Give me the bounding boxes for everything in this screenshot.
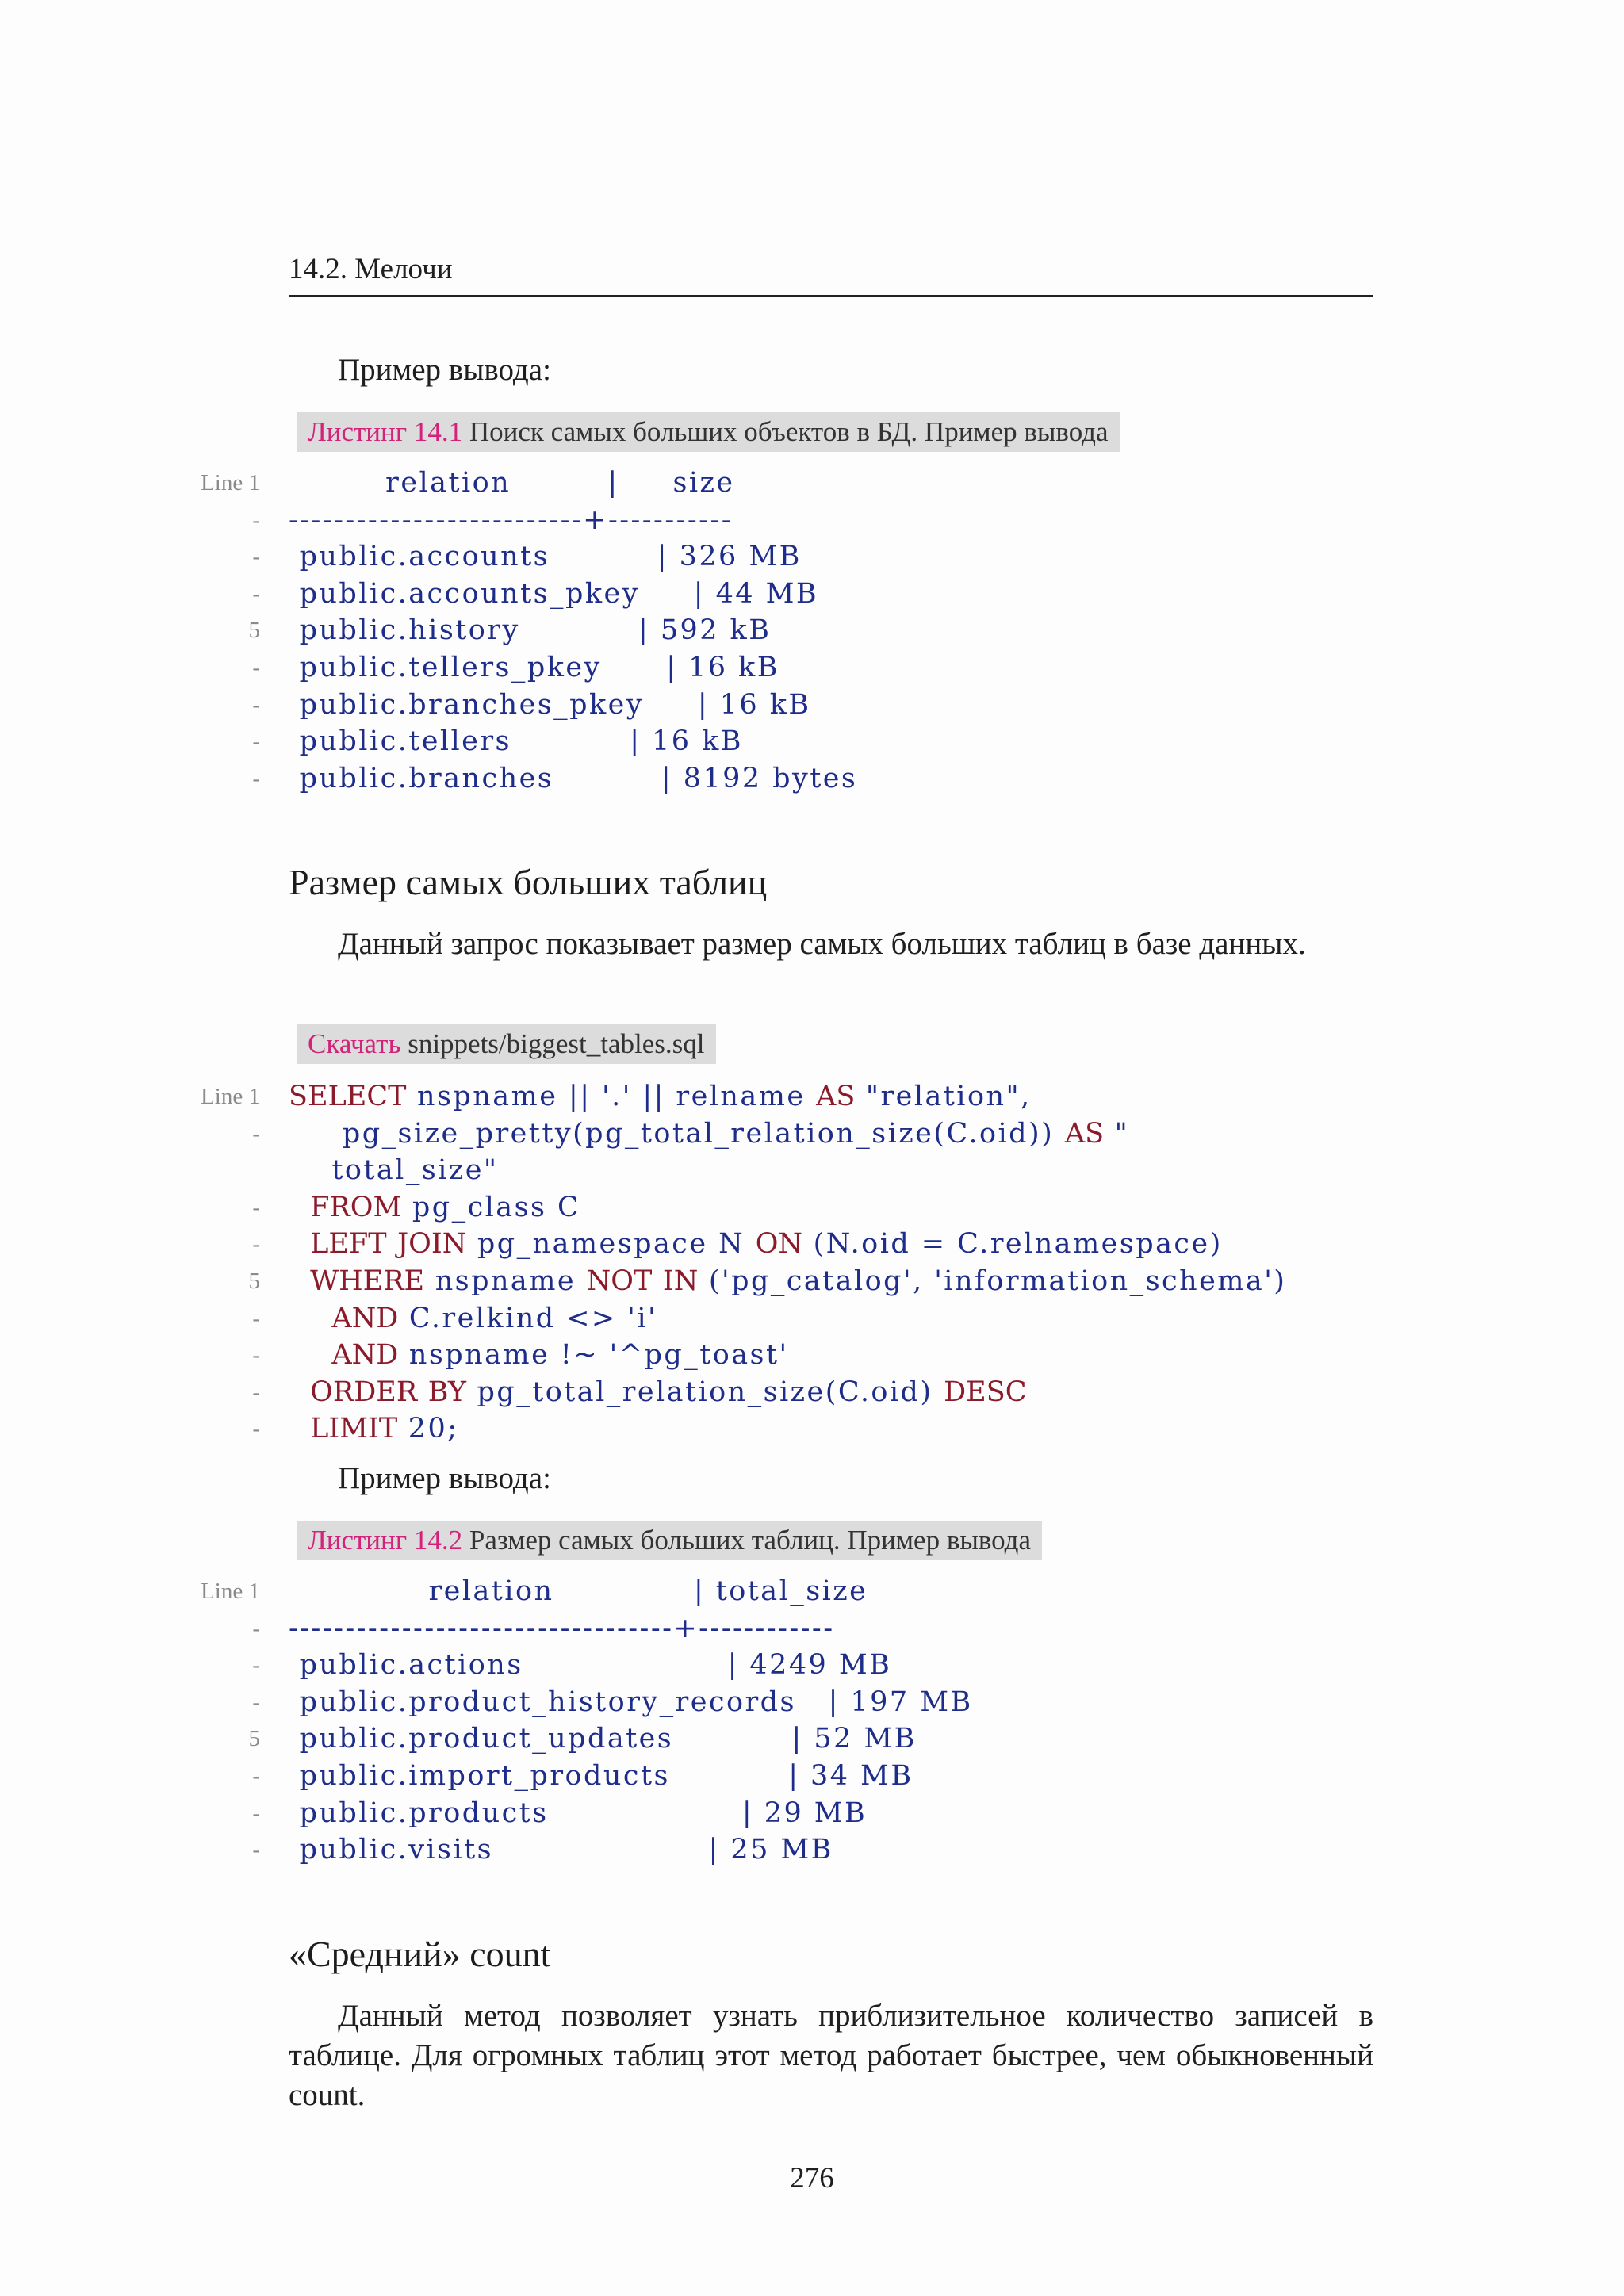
line-number (102, 1152, 260, 1188)
line-number: 5 (248, 1726, 260, 1752)
line-number: - (252, 1231, 260, 1257)
line-number: - (252, 1379, 260, 1405)
line-number: - (252, 1837, 260, 1863)
listing-title: Поиск самых больших объектов в БД. Пример вывода (469, 416, 1109, 447)
code-line: SELECT nspname || '.' || relname AS "relation", (289, 1081, 1032, 1112)
listing-caption (297, 412, 1120, 452)
line-number: - (252, 1194, 260, 1220)
download-caption (297, 1024, 716, 1064)
listing-label[interactable]: Листинг 14.1 (308, 416, 463, 447)
listing-label[interactable]: Листинг 14.2 (308, 1525, 463, 1556)
code-line: public.accounts | 326 MB (289, 541, 802, 573)
code-line: public.tellers | 16 kB (289, 725, 743, 758)
code-line: pg_size_pretty(pg_total_relation_size(C.oid)) AS " (342, 1117, 1130, 1150)
line-number: 5 (248, 618, 260, 644)
line-number: - (252, 729, 260, 755)
code-line: public.history | 592 kB (289, 614, 772, 647)
section-paragraph: Данный метод позволяет узнать приблизительное количество записей в таблице. Для огромных таблиц этот метод работает быстрее, чем обыкновенный count. (289, 1999, 1373, 2112)
code-line: public.actions | 4249 MB (289, 1649, 892, 1682)
listing-title: Размер самых больших таблиц. Пример вывода (469, 1525, 1031, 1556)
line-number: - (252, 1120, 260, 1146)
code-line: LIMIT 20; (310, 1413, 459, 1445)
line-number: Line 1 (201, 1578, 260, 1604)
section-title: «Средний» count (289, 1934, 551, 1974)
section-paragraph: Данный запрос показывает размер самых больших таблиц в базе данных. (338, 927, 1306, 961)
section-title: Размер самых больших таблиц (289, 862, 768, 902)
download-link[interactable]: Скачать (308, 1028, 401, 1059)
code-line: public.tellers_pkey | 16 kB (289, 652, 779, 683)
code-line: FROM pg_class C (310, 1191, 581, 1223)
code-line: ORDER BY pg_total_relation_size(C.oid) DESC (310, 1376, 1027, 1408)
running-header: 14.2. Мелочи (289, 253, 453, 285)
code-line: relation | size (289, 467, 735, 499)
code-line: public.products | 29 MB (289, 1797, 868, 1829)
page-number: 276 (790, 2162, 834, 2195)
line-number: - (252, 1416, 260, 1442)
code-line: public.accounts_pkey | 44 MB (289, 577, 819, 610)
code-line: total_size" (331, 1154, 499, 1187)
line-number: 5 (248, 1269, 260, 1294)
code-line: AND nspname !~ '^pg_toast' (331, 1339, 789, 1372)
code-line: AND C.relkind <> 'i' (331, 1302, 658, 1334)
line-number: Line 1 (201, 1084, 260, 1109)
line-number: Line 1 (201, 470, 260, 496)
code-line: public.product_history_records | 197 MB (289, 1686, 973, 1718)
header-rule (289, 295, 1373, 297)
code-line: ----------------------------------+------------ (289, 1612, 835, 1644)
download-file: snippets/biggest_tables.sql (408, 1028, 705, 1059)
example-output-label: Пример вывода: (338, 1461, 551, 1495)
line-number: - (252, 1305, 260, 1331)
line-number: - (252, 691, 260, 718)
line-number: - (252, 1800, 260, 1826)
example-output-label: Пример вывода: (338, 353, 551, 387)
listing-caption (297, 1521, 1042, 1560)
line-number: - (252, 1763, 260, 1789)
line-number: - (252, 544, 260, 570)
line-number: - (252, 507, 260, 533)
line-number: - (252, 1689, 260, 1715)
line-number: - (252, 1342, 260, 1368)
line-number: - (252, 655, 260, 680)
code-line: public.branches | 8192 bytes (289, 762, 858, 794)
line-number: - (252, 1652, 260, 1678)
line-number: - (252, 580, 260, 607)
code-line: WHERE nspname NOT IN ('pg_catalog', 'information_schema') (310, 1265, 1287, 1297)
code-line: public.branches_pkey | 16 kB (289, 688, 811, 721)
code-line: public.visits | 25 MB (289, 1834, 833, 1866)
code-line: LEFT JOIN pg_namespace N ON (N.oid = C.relnamespace) (310, 1228, 1223, 1261)
line-number: - (252, 1615, 260, 1641)
line-number: - (252, 765, 260, 791)
code-line: relation | total_size (289, 1575, 868, 1607)
code-line: public.product_updates | 52 MB (289, 1723, 917, 1755)
code-line: public.import_products | 34 MB (289, 1760, 914, 1792)
code-line: --------------------------+----------- (289, 503, 733, 536)
